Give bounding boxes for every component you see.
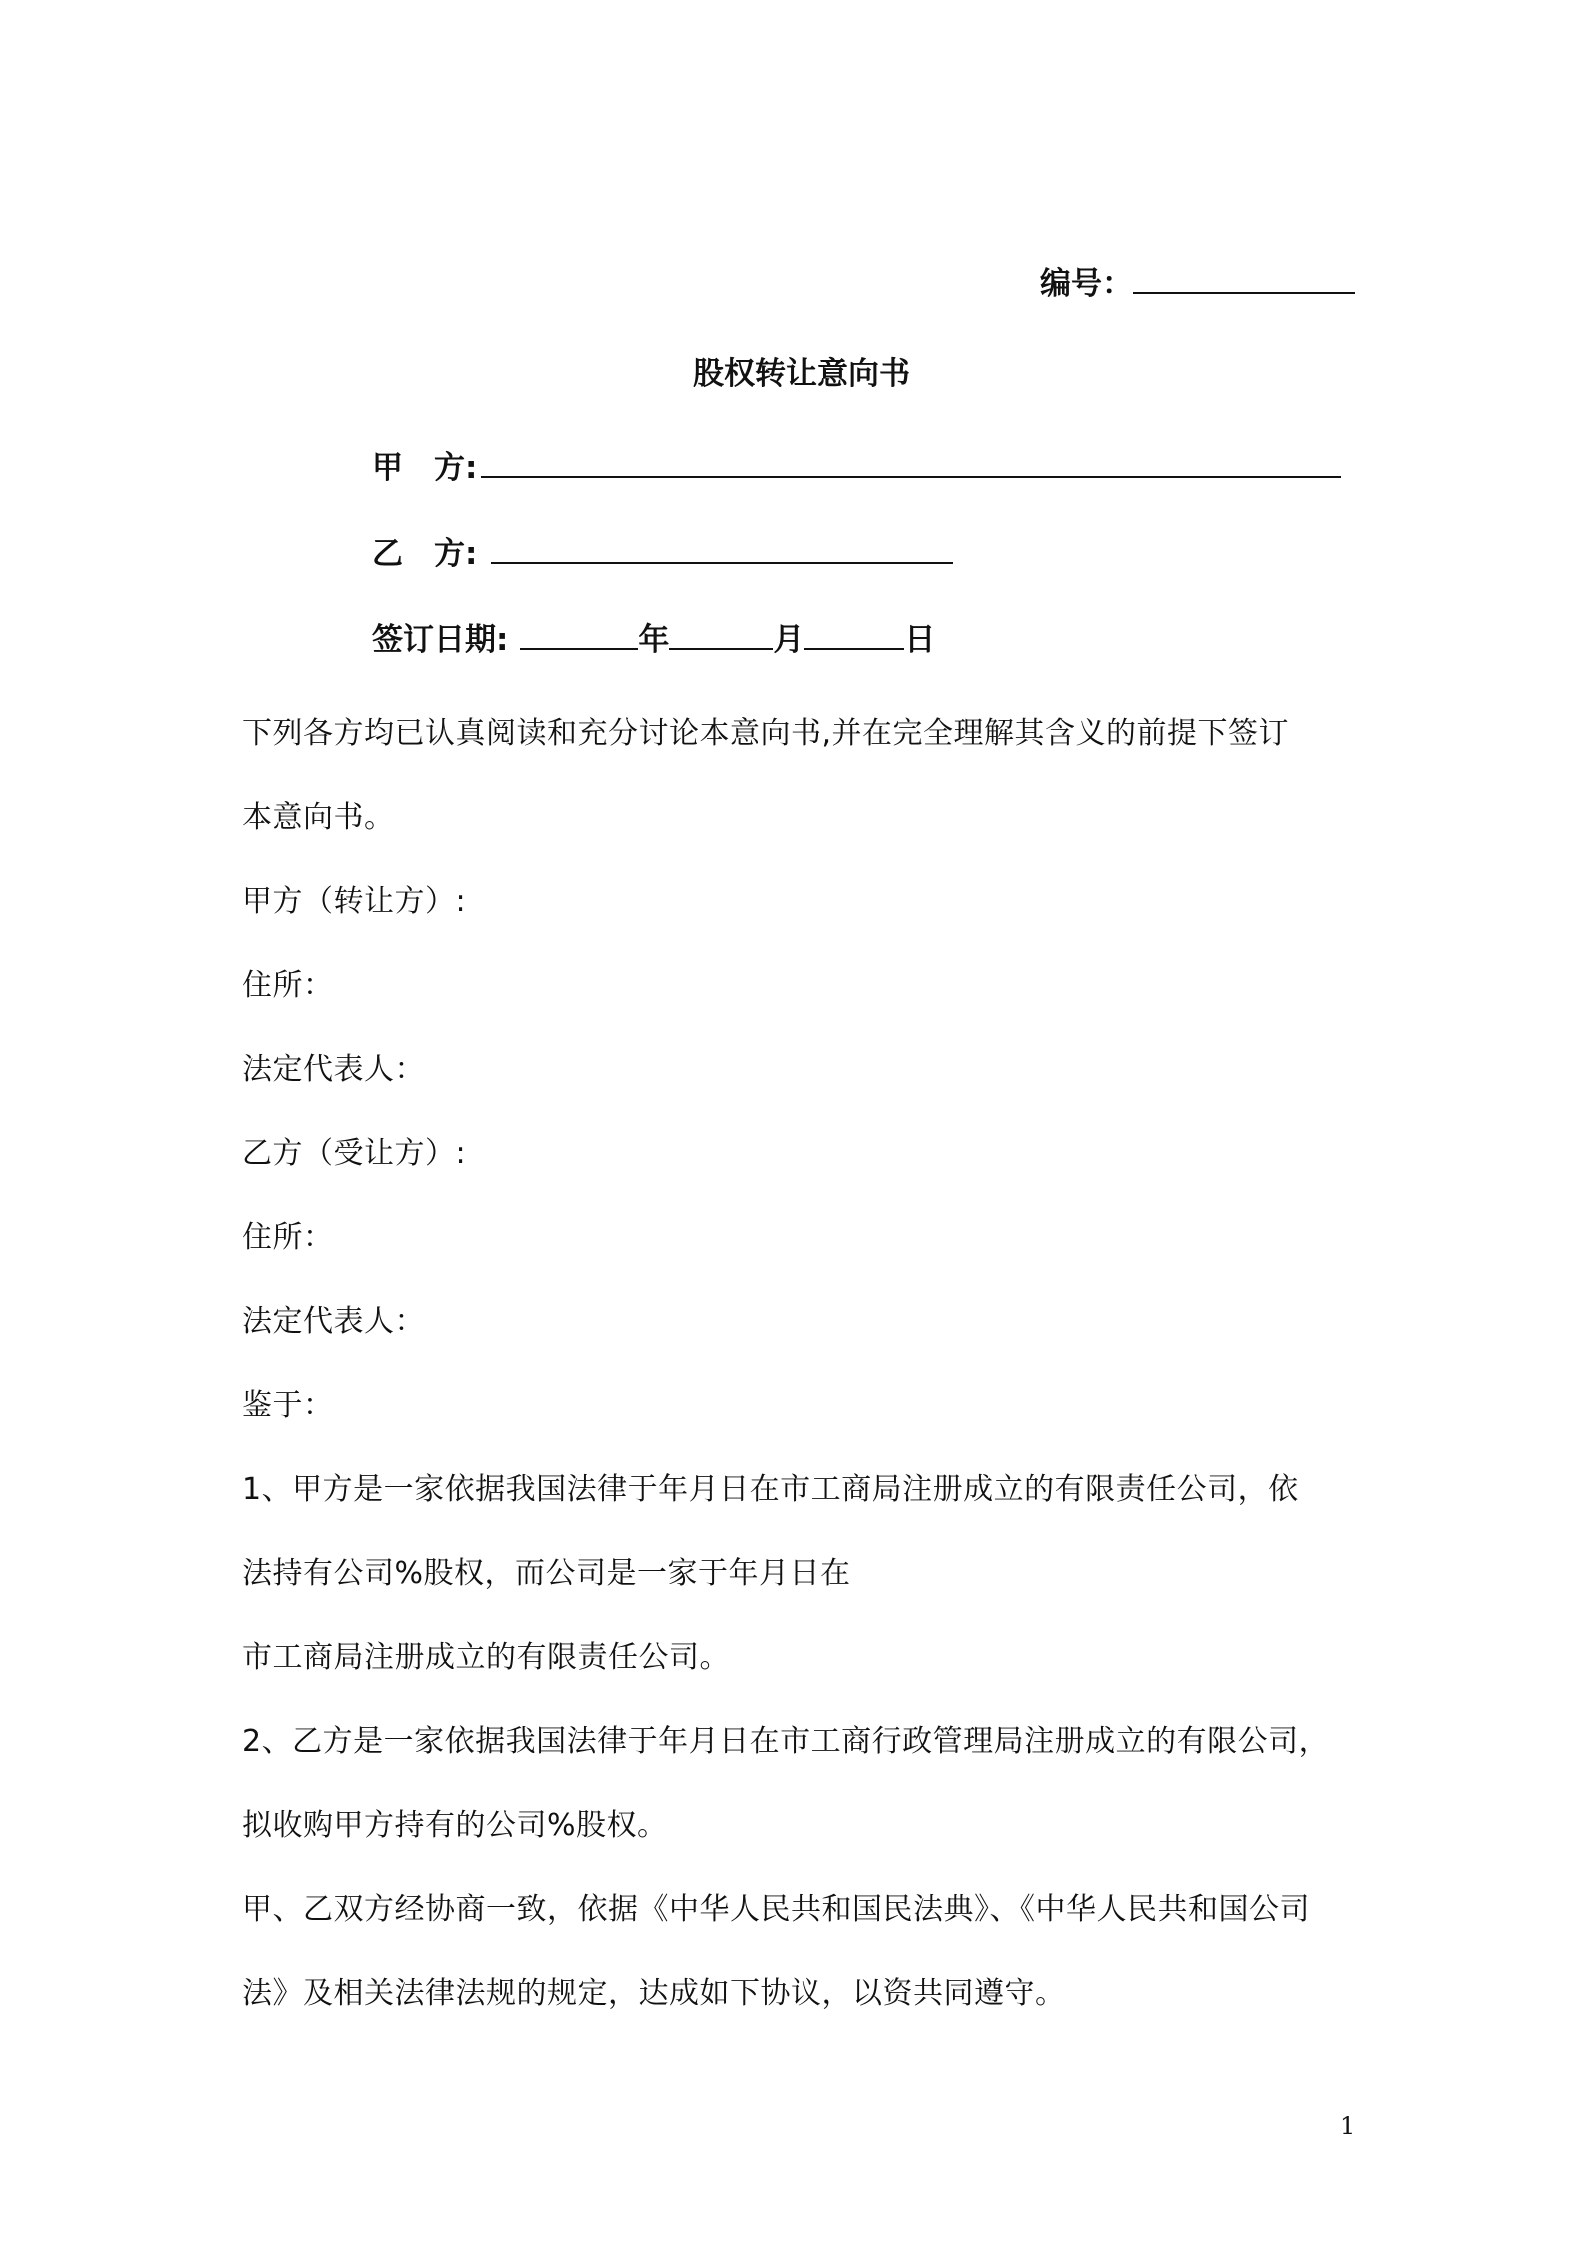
document-title: 股权转让意向书 xyxy=(693,356,910,392)
whereas-item-2-line-1: 2、乙方是一家依据我国法律于年月日在市工商行政管理局注册成立的有限公司， xyxy=(242,1724,1330,1759)
page-number: 1 xyxy=(1340,2112,1356,2140)
whereas-item-2-line-2: 拟收购甲方持有的公司%股权。 xyxy=(242,1808,668,1843)
party-a-blank[interactable] xyxy=(481,475,1341,478)
number-label: 编号： xyxy=(1040,266,1133,302)
number-blank[interactable] xyxy=(1133,291,1355,294)
sign-date-line xyxy=(372,614,935,659)
whereas-item-1-line-3: 市工商局注册成立的有限责任公司。 xyxy=(242,1640,730,1675)
party-a-address: 住所： xyxy=(242,968,334,1003)
day-blank[interactable] xyxy=(804,647,904,650)
party-b-blank[interactable] xyxy=(491,561,953,564)
sign-date-label: 签订日期: xyxy=(372,622,509,658)
day-label: 日 xyxy=(904,622,936,658)
party-a-heading: 甲方（转让方）: xyxy=(242,884,467,919)
month-label: 月 xyxy=(773,622,805,658)
year-blank[interactable] xyxy=(520,647,638,650)
year-label: 年 xyxy=(638,622,670,658)
preamble-line-2: 本意向书。 xyxy=(242,800,395,835)
number-field xyxy=(1040,258,1355,303)
whereas-label: 鉴于： xyxy=(242,1388,334,1423)
party-a-line xyxy=(372,442,1341,487)
party-b-address: 住所： xyxy=(242,1220,334,1255)
party-b-line xyxy=(372,528,953,573)
agreement-line-1: 甲、乙双方经协商一致，依据《中华人民共和国民法典》、《中华人民共和国公司 xyxy=(242,1892,1310,1927)
whereas-item-1-line-2: 法持有公司%股权，而公司是一家于年月日在 xyxy=(242,1556,851,1591)
whereas-item-1-line-1: 1、甲方是一家依据我国法律于年月日在市工商局注册成立的有限责任公司，依 xyxy=(242,1472,1299,1507)
preamble-line-1: 下列各方均已认真阅读和充分讨论本意向书,并在完全理解其含义的前提下签订 xyxy=(242,716,1290,751)
party-b-heading: 乙方（受让方）: xyxy=(242,1136,467,1171)
party-b-rep: 法定代表人： xyxy=(242,1304,425,1339)
party-a-label: 甲 方: xyxy=(372,450,478,486)
month-blank[interactable] xyxy=(669,647,773,650)
party-b-label: 乙 方: xyxy=(372,536,478,572)
agreement-line-2: 法》及相关法律法规的规定，达成如下协议，以资共同遵守。 xyxy=(242,1976,1066,2011)
party-a-rep: 法定代表人： xyxy=(242,1052,425,1087)
